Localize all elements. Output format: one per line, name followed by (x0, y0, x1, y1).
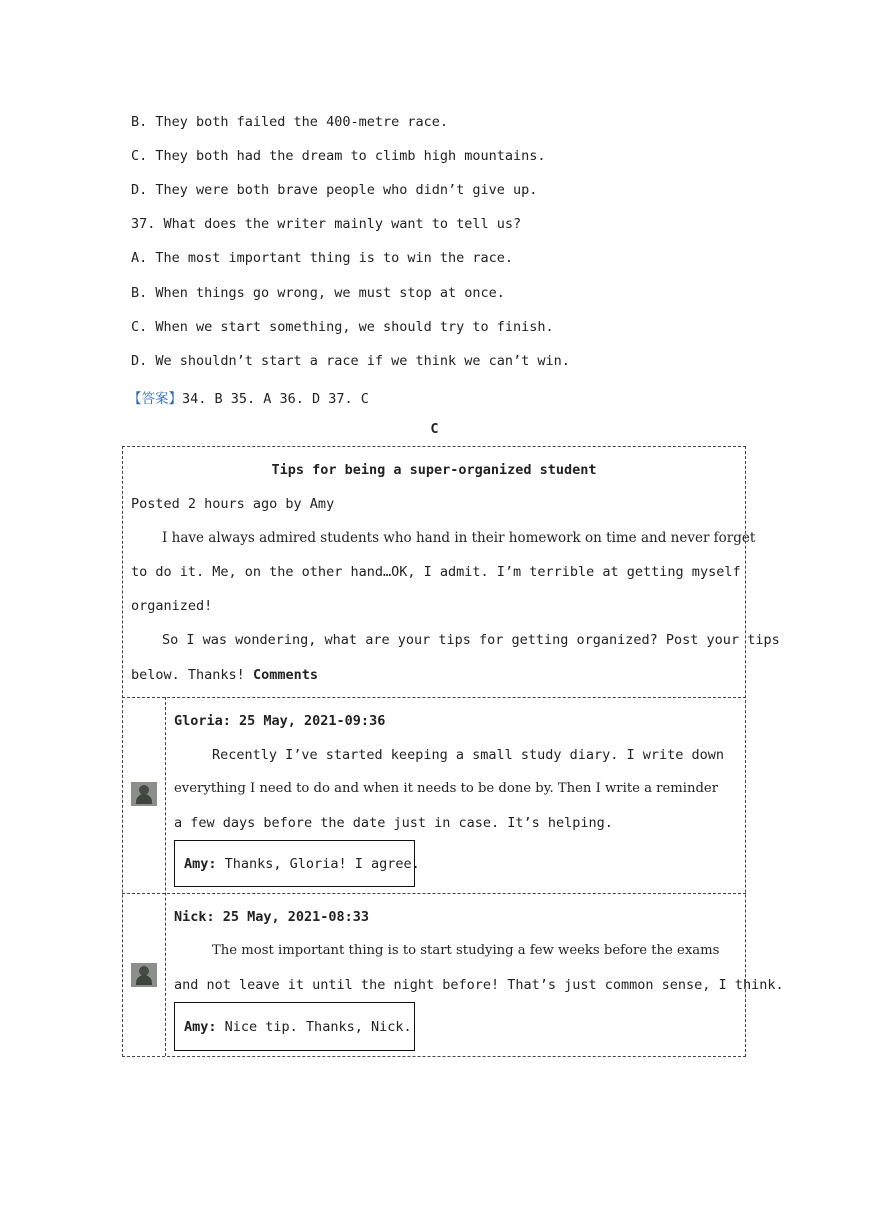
option-b: B. They both failed the 400-metre race. (131, 114, 448, 130)
reply-box (174, 840, 420, 887)
post-paragraph-1-line-2: to do it. Me, on the other hand…OK, I admit. I’m terrible at getting myself (131, 564, 741, 580)
q37-option-a: A. The most important thing is to win the race. (131, 250, 514, 266)
post-paragraph-1-line-1: I have always admired students who hand in their homework on time and never forget (162, 530, 756, 546)
post-paragraph-2-line-1: So I was wondering, what are your tips for getting organized? Post your tips (162, 632, 780, 648)
comment-line: a few days before the date just in case. It’s helping. (174, 815, 613, 831)
post-paragraph-1-line-3: organized! (131, 598, 213, 614)
comment-line: and not leave it until the night before! That’s just common sense, I think. (174, 977, 784, 993)
reply-text (184, 1019, 412, 1035)
section-letter: C (430, 421, 439, 437)
comment-header: Nick: 25 May, 2021-08:33 (174, 909, 370, 925)
question-37-stem: 37. What does the writer mainly want to tell us? (131, 216, 522, 232)
answer-line (128, 387, 369, 407)
row-divider (122, 893, 746, 894)
reply-message: Thanks, Gloria! I agree. (224, 856, 420, 872)
comment-line: everything I need to do and when it needs to be done by. Then I write a reminder (174, 781, 719, 796)
comment-line: The most important thing is to start studying a few weeks before the exams (212, 943, 720, 958)
post-meta: Posted 2 hours ago by Amy (131, 496, 335, 512)
option-d: D. They were both brave people who didn’t give up. (131, 182, 538, 198)
post-thanks: below. Thanks! (131, 667, 245, 683)
option-c: C. They both had the dream to climb high mountains. (131, 148, 546, 164)
answer-tag: 【答案】 (128, 391, 182, 407)
comment-header: Gloria: 25 May, 2021-09:36 (174, 713, 386, 729)
answer-text: 34. B 35. A 36. D 37. C (182, 391, 369, 407)
comment-line: Recently I’ve started keeping a small study diary. I write down (212, 747, 725, 763)
reply-message: Nice tip. Thanks, Nick. (224, 1019, 412, 1035)
q37-option-d: D. We shouldn’t start a race if we think we can’t win. (131, 353, 570, 369)
q37-option-b: B. When things go wrong, we must stop at once. (131, 285, 505, 301)
avatar-icon (131, 782, 157, 806)
comments-heading: Comments (252, 667, 318, 683)
post-title: Tips for being a super-organized student (271, 462, 597, 478)
reply-text (184, 856, 420, 872)
q37-option-c: C. When we start something, we should try to finish. (131, 319, 554, 335)
row-divider (122, 697, 746, 698)
avatar-icon (131, 963, 157, 987)
column-divider (165, 697, 166, 1056)
reply-box (174, 1002, 415, 1051)
post-paragraph-2-line-2 (131, 667, 318, 683)
reply-author: Amy: (184, 1019, 217, 1035)
reply-author: Amy: (184, 856, 217, 872)
